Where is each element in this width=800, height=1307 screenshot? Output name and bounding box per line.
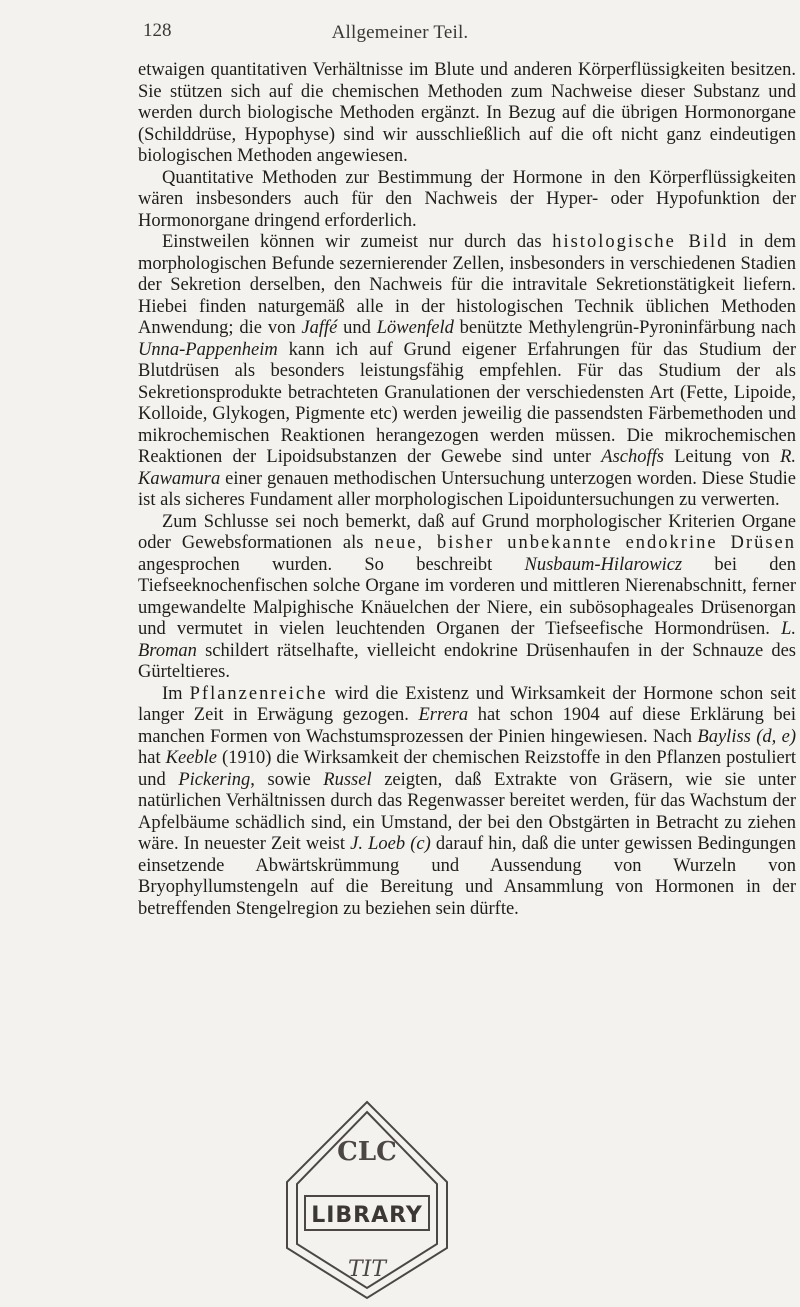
italic-name: Keeble: [165, 748, 218, 768]
italic-name: Löwenfeld: [376, 318, 454, 338]
stamp-center-text: LIBRARY: [311, 1203, 423, 1228]
stamp-top-text: CLC: [337, 1137, 397, 1167]
text-run: Leitung von: [663, 447, 781, 467]
text-run: schildert rätselhafte, vielleicht endokrine Drüsenhaufen in der Schnauze des Gürteltieres.: [138, 640, 796, 682]
text-run: Quantitative Methoden zur Bestimmung der Hormone in den Körperflüssigkeiten wären insbesonders auch für den Nachweis der Hyper- oder Hypofunktion der Hormonorgane dringend erforderlich.: [138, 167, 796, 231]
text-run: bei den Tiefseeknochenfischen solche Organe im vorderen und mittleren Nierenabschnitt, ferner umgewandelte Malpighische Knäuelchen der Niere, ein subösophageales Drüsenorgan und vermutet in vielen leuchtenden Organen der Tiefseefische Hormondrüsen.: [138, 554, 797, 639]
text-run: etwaigen quantitativen Verhältnisse im Blute und anderen Körperflüssigkeiten besitzen. Sie stützen sich auf die chemischen Methoden zum Nachweise dieser Substanz und werden durch biologische Methoden ergänzt. In Bezug auf die übrigen Hormonorgane (Schilddrüse, Hypophyse) sind wir ausschließlich auf die oft nicht ganz eindeutigen biologischen Methoden angewiesen.: [138, 60, 796, 166]
text-run: kann ich auf Grund eigener Erfahrungen für das Studium der Blutdrüsen als besonders leistungsfähig empfehlen. Für das Studium der als Sekretionsprodukte betrachteten Granulationen der verschiedensten Art (Fette, Lipoide, Kolloide, Glykogen, Pigmente etc) werden jeweilig die passendsten Färbemethoden und mikrochemischen Reaktionen herangezogen werden müssen. Die mikrochemischen Reaktionen der Lipoidsubstanzen der Gewebe sind unter: [138, 339, 796, 467]
italic-name: Unna-Pappenheim: [138, 339, 278, 360]
text-run: wird die Existenz und Wirksamkeit der Hormone schon seit langer Zeit in Erwägung gezogen.: [138, 683, 796, 725]
italic-name: L. Broman: [138, 619, 796, 661]
text-run: , sowie: [250, 769, 324, 790]
paragraph: [138, 60, 796, 168]
text-run: einer genauen methodischen Untersuchung unterzogen worden. Diese Studie ist als sicheres Fundament aller morphologischen Lipoiduntersuchungen zu verwerten.: [138, 468, 796, 510]
text-run: und: [337, 318, 377, 338]
text-run: Im: [162, 683, 190, 704]
italic-name: Jaffé: [301, 318, 338, 338]
stamp-bottom-text: TIT: [347, 1257, 387, 1282]
italic-name: Errera: [418, 705, 469, 725]
library-stamp: [281, 1098, 453, 1303]
paragraph: [138, 168, 796, 233]
spaced-emphasis: Pflanzenreiche: [189, 683, 328, 704]
running-head: Allgemeiner Teil.: [331, 22, 469, 43]
italic-name: Aschoffs: [601, 447, 664, 467]
text-run: Einstweilen können wir zumeist nur durch das: [162, 232, 553, 252]
italic-name: Bayliss (d, e): [697, 726, 796, 747]
text-run: benützte Methylengrün-Pyroninfärbung nach: [453, 318, 796, 338]
italic-name: R. Kawamura: [138, 447, 796, 489]
spaced-emphasis: histologische Bild: [552, 232, 729, 252]
paragraph: [138, 684, 796, 921]
text-run: angesprochen wurden. So beschreibt: [138, 554, 525, 575]
page-number: 128: [143, 20, 172, 41]
spaced-emphasis: neue, bisher unbekannte endokrine Drüsen: [374, 533, 796, 553]
body-text: [138, 60, 796, 920]
paragraph: [138, 512, 796, 684]
text-run: hat schon 1904 auf diese Erklärung bei manchen Formen von Wachstumsprozessen der Pinien hingewiesen. Nach: [138, 705, 796, 747]
text-run: hat: [138, 748, 166, 768]
text-run: zeigten, daß Extrakte von Gräsern, wie sie unter natürlichen Verhältnissen durch das Regenwasser bereitet werden, für das Wachstum der Apfelbäume schädlich sind, ein Umstand, der bei den Obstgärten in Betracht zu ziehen wäre. In neuester Zeit weist: [138, 769, 797, 854]
page-header: [0, 18, 800, 48]
text-run: darauf hin, daß die unter gewissen Bedingungen einsetzende Abwärtskrümmung und Aussendung von Wurzeln von Bryophyllumstengeln auf die Bereitung und Ansammlung von Hormonen in der betreffenden Stengelregion zu beziehen sein dürfte.: [138, 834, 796, 919]
text-run: (1910) die Wirksamkeit der chemischen Reizstoffe in den Pflanzen postuliert und: [138, 748, 796, 790]
text-run: in dem morphologischen Befunde sezernierender Zellen, insbesonders in verschiedenen Stadien der Sekretion derselben, den Nachweis für die intravitale Sekretionstätigkeit liefern. Hiebei finden naturgemäß alle in der histologischen Technik üblichen Methoden Anwendung; die von: [138, 232, 797, 338]
italic-name: Russel: [323, 769, 372, 790]
italic-name: Pickering: [178, 769, 251, 790]
italic-name: Nusbaum-Hilarowicz: [524, 554, 683, 575]
paragraph: [138, 232, 796, 512]
text-run: Zum Schlusse sei noch bemerkt, daß auf Grund morphologischer Kriterien Organe oder Gewebsformationen als: [138, 511, 796, 553]
italic-name: J. Loeb (c): [350, 834, 431, 854]
